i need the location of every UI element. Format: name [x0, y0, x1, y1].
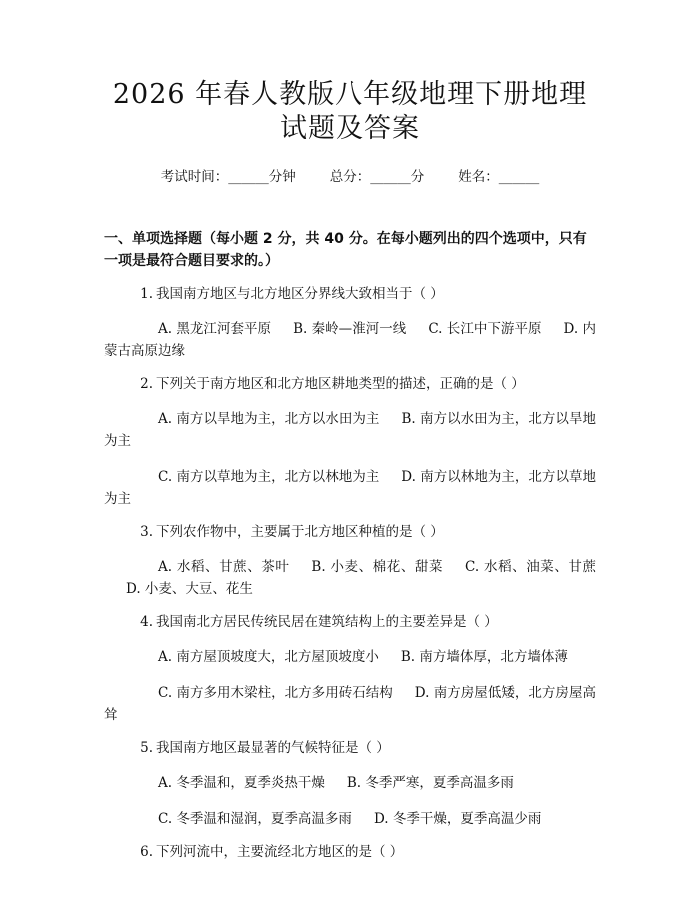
score-label: 总分：: [329, 169, 371, 185]
option-b: B. 冬季严寒，夏季高温多雨: [346, 775, 514, 791]
question-stem: 下列关于南方地区和北方地区耕地类型的描述，正确的是（ ）: [156, 376, 525, 392]
option-c: C. 长江中下游平原: [428, 321, 542, 337]
question-5-options-ab: [104, 772, 596, 794]
question-stem: 下列河流中，主要流经北方地区的是（ ）: [156, 844, 404, 860]
question-number: 4.: [140, 614, 153, 630]
option-d: D. 内蒙古高原边缘: [104, 321, 596, 359]
question-number: 1.: [140, 286, 153, 302]
question-number: 3.: [140, 524, 153, 540]
question-stem: 我国南北方居民传统民居在建筑结构上的主要差异是（ ）: [156, 614, 498, 630]
question-4-options-cd: [104, 682, 596, 726]
option-b: B. 南方以水田为主，北方以旱地为主: [104, 411, 596, 449]
question-1-options: [104, 318, 596, 362]
question-2-options-cd: [104, 466, 596, 510]
score-unit: 分: [410, 169, 425, 185]
question-number: 6.: [140, 844, 153, 860]
question-3: [104, 522, 596, 542]
time-unit: 分钟: [268, 169, 296, 185]
question-2-options-ab: [104, 408, 596, 452]
option-d: D. 冬季干燥，夏季高温少雨: [373, 811, 542, 827]
option-a: A. 南方屋顶坡度大，北方屋顶坡度小: [158, 649, 379, 665]
option-b: B. 秦岭—淮河一线: [293, 321, 407, 337]
option-d: D. 南方房屋低矮，北方房屋高耸: [104, 685, 596, 723]
question-5-options-cd: [104, 808, 596, 830]
question-1: [104, 284, 596, 304]
option-b: B. 小麦、棉花、甜菜: [311, 559, 444, 575]
option-a: A. 冬季温和，夏季炎热干燥: [158, 775, 325, 791]
time-label: 考试时间：: [160, 169, 229, 185]
question-number: 2.: [140, 376, 153, 392]
option-a: A. 水稻、甘蔗、茶叶: [158, 559, 290, 575]
question-5: [104, 738, 596, 758]
question-2: [104, 374, 596, 394]
question-stem: 我国南方地区最显著的气候特征是（ ）: [156, 740, 390, 756]
option-c: C. 冬季温和湿润，夏季高温多雨: [158, 811, 352, 827]
exam-title: 2026 年春人教版八年级地理下册地理试题及答案: [112, 79, 588, 144]
question-6: [104, 842, 596, 862]
score-blank: ______: [370, 169, 411, 185]
option-d: D. 小麦、大豆、花生: [126, 581, 253, 597]
option-c: C. 水稻、油菜、甘蔗: [465, 559, 596, 575]
option-b: B. 南方墙体厚，北方墙体薄: [400, 649, 568, 665]
name-blank: ______: [498, 169, 540, 185]
question-list: [104, 284, 596, 862]
time-blank: ______: [228, 169, 269, 185]
option-c: C. 南方多用木梁柱，北方多用砖石结构: [158, 685, 393, 701]
exam-info-line: [0, 168, 700, 186]
question-4-options-ab: [104, 646, 596, 668]
option-d: D. 南方以林地为主，北方以草地为主: [104, 469, 596, 507]
section-heading: 一、单项选择题（每小题 2 分，共 40 分。在每小题列出的四个选项中，只有一项是最符合题目要求的。）: [104, 231, 587, 269]
question-3-options: [104, 556, 596, 600]
option-a: A. 南方以旱地为主，北方以水田为主: [158, 411, 380, 427]
option-a: A. 黑龙江河套平原: [158, 321, 272, 337]
name-label: 姓名：: [458, 169, 499, 185]
question-number: 5.: [140, 740, 153, 756]
question-stem: 下列农作物中，主要属于北方地区种植的是（ ）: [156, 524, 444, 540]
question-stem: 我国南方地区与北方地区分界线大致相当于（ ）: [156, 286, 444, 302]
question-4: [104, 612, 596, 632]
option-c: C. 南方以草地为主，北方以林地为主: [158, 469, 380, 485]
